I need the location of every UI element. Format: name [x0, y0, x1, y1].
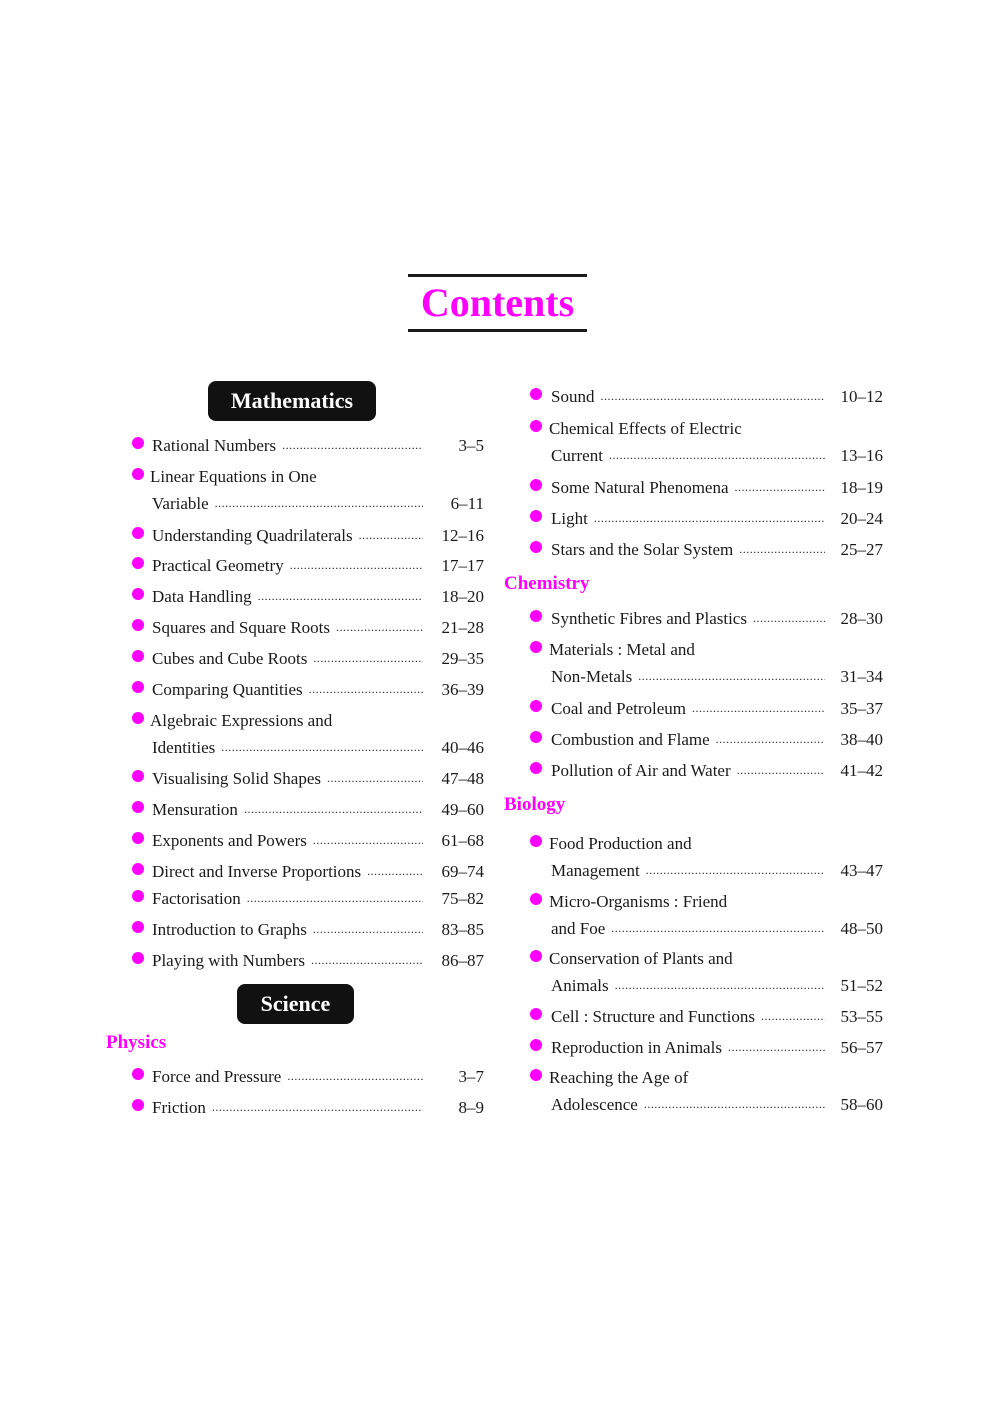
toc-entry-title: Algebraic Expressions and [150, 711, 333, 730]
toc-entry-pages: 10–12 [840, 387, 883, 406]
bullet-icon [530, 420, 542, 432]
bullet-icon [530, 1069, 542, 1081]
toc-entry-pages: 3–5 [458, 436, 484, 455]
toc-entry[interactable] [132, 860, 484, 880]
toc-entry-pages: 29–35 [441, 649, 484, 668]
toc-entry-title: Visualising Solid Shapes [152, 769, 321, 788]
section-heading-biology: Biology [504, 794, 566, 815]
toc-entry[interactable] [530, 417, 883, 464]
toc-entry-title: Friction [152, 1098, 206, 1117]
dot-leader [600, 390, 825, 402]
toc-entry[interactable] [132, 554, 484, 574]
bullet-icon [530, 1008, 542, 1020]
toc-entry[interactable] [530, 697, 883, 717]
toc-entry[interactable] [132, 434, 484, 454]
toc-entry-title: Synthetic Fibres and Plastics [551, 609, 747, 628]
toc-entry-title: Linear Equations in One [150, 467, 317, 486]
toc-entry-pages: 18–19 [840, 478, 883, 497]
toc-entry-title: Reaching the Age of [549, 1068, 689, 1087]
bullet-icon [132, 801, 144, 813]
bullet-icon [530, 610, 542, 622]
toc-entry[interactable] [132, 678, 484, 698]
bullet-icon [132, 1068, 144, 1080]
dot-leader [313, 652, 423, 664]
dot-leader [644, 1098, 825, 1110]
bullet-icon [530, 731, 542, 743]
dot-leader [313, 923, 423, 935]
toc-entry[interactable] [132, 616, 484, 636]
toc-entry-pages: 25–27 [840, 540, 883, 559]
section-heading-chemistry: Chemistry [504, 573, 590, 594]
toc-entry-pages: 41–42 [840, 761, 883, 780]
bullet-icon [132, 1099, 144, 1111]
toc-entry-pages: 21–28 [441, 618, 484, 637]
toc-entry-title-continued: Current [551, 446, 603, 465]
toc-entry[interactable] [530, 728, 883, 748]
dot-leader [646, 864, 825, 876]
toc-entry-title: Force and Pressure [152, 1067, 282, 1086]
dot-leader [611, 922, 825, 934]
toc-entry-pages: 75–82 [441, 889, 484, 908]
dot-leader [215, 497, 423, 509]
toc-entry-pages: 35–37 [840, 699, 883, 718]
dot-leader [244, 803, 423, 815]
toc-entry-pages: 83–85 [441, 920, 484, 939]
toc-entry-title: Micro-Organisms : Friend [549, 892, 728, 911]
dot-leader [247, 892, 423, 904]
bullet-icon [132, 650, 144, 662]
bullet-icon [530, 388, 542, 400]
toc-entry-title: Combustion and Flame [551, 730, 710, 749]
toc-entry-title: Cubes and Cube Roots [152, 649, 308, 668]
toc-entry[interactable] [530, 890, 883, 937]
toc-entry[interactable] [132, 829, 484, 849]
bullet-icon [132, 527, 144, 539]
toc-entry-title: Practical Geometry [152, 556, 284, 575]
toc-entry[interactable] [530, 538, 883, 558]
bullet-icon [132, 468, 144, 480]
toc-entry-pages: 17–17 [441, 556, 484, 575]
toc-entry-title: Factorisation [152, 889, 241, 908]
toc-entry[interactable] [530, 1005, 883, 1025]
dot-leader [336, 621, 423, 633]
toc-entry-pages: 43–47 [840, 861, 883, 880]
bullet-icon [132, 712, 144, 724]
bullet-icon [530, 641, 542, 653]
toc-entry-title: Coal and Petroleum [551, 699, 687, 718]
toc-entry[interactable] [132, 798, 484, 818]
toc-entry-title: Rational Numbers [152, 436, 277, 455]
dot-leader [282, 439, 423, 451]
toc-entry-pages: 13–16 [840, 446, 883, 465]
dot-leader [313, 834, 423, 846]
bullet-icon [132, 832, 144, 844]
dot-leader [737, 764, 825, 776]
toc-entry-pages: 40–46 [441, 738, 484, 757]
dot-leader [258, 590, 423, 602]
toc-entry[interactable] [530, 1036, 883, 1056]
bullet-icon [132, 588, 144, 600]
toc-entry[interactable] [132, 585, 484, 605]
toc-entry-title: Food Production and [549, 834, 692, 853]
bullet-icon [530, 510, 542, 522]
toc-entry[interactable] [132, 887, 484, 907]
toc-entry-pages: 56–57 [840, 1038, 883, 1057]
toc-entry-title-continued: Identities [152, 738, 216, 757]
toc-entry-pages: 20–24 [840, 509, 883, 528]
bullet-icon [132, 681, 144, 693]
dot-leader [761, 1010, 825, 1022]
toc-entry-title: Exponents and Powers [152, 831, 307, 850]
bullet-icon [530, 762, 542, 774]
dot-leader [309, 683, 423, 695]
toc-entry-title: Conservation of Plants and [549, 949, 733, 968]
dot-leader [290, 559, 423, 571]
toc-entry-title: Squares and Square Roots [152, 618, 331, 637]
dot-leader [692, 702, 825, 714]
toc-entry-title-continued: and Foe [551, 919, 606, 938]
toc-entry-pages: 31–34 [840, 667, 883, 686]
bullet-icon [530, 1039, 542, 1051]
dot-leader [753, 612, 825, 624]
bullet-icon [132, 921, 144, 933]
toc-entry-title: Mensuration [152, 800, 238, 819]
bullet-icon [530, 893, 542, 905]
toc-entry-title: Data Handling [152, 587, 252, 606]
bullet-icon [530, 700, 542, 712]
dot-leader [735, 481, 825, 493]
toc-entry-title-continued: Variable [152, 494, 209, 513]
dot-leader [739, 543, 825, 555]
toc-entry-title: Understanding Quadrilaterals [152, 526, 353, 545]
toc-entry[interactable] [132, 767, 484, 787]
toc-entry-pages: 69–74 [441, 862, 484, 881]
toc-entry[interactable] [530, 947, 883, 994]
toc-entry[interactable] [530, 607, 883, 627]
bullet-icon [530, 950, 542, 962]
dot-leader [615, 979, 825, 991]
bullet-icon [530, 479, 542, 491]
toc-entry-title: Stars and the Solar System [551, 540, 734, 559]
toc-entry[interactable] [530, 832, 883, 879]
toc-entry-pages: 49–60 [441, 800, 484, 819]
toc-entry-pages: 38–40 [840, 730, 883, 749]
toc-entry-title-continued: Management [551, 861, 640, 880]
page-title-frame [408, 274, 587, 332]
toc-entry[interactable] [530, 507, 883, 527]
dot-leader [638, 670, 825, 682]
toc-entry-title: Comparing Quantities [152, 680, 303, 699]
toc-entry-title: Chemical Effects of Electric [549, 419, 742, 438]
page-title: Contents [420, 280, 575, 325]
toc-entry[interactable] [132, 465, 484, 512]
subject-heading-science: Science [237, 984, 354, 1024]
bullet-icon [132, 619, 144, 631]
bullet-icon [132, 890, 144, 902]
toc-entry-pages: 51–52 [840, 976, 883, 995]
toc-entry[interactable] [132, 709, 484, 756]
bullet-icon [530, 541, 542, 553]
toc-entry-pages: 36–39 [441, 680, 484, 699]
toc-entry-pages: 61–68 [441, 831, 484, 850]
dot-leader [728, 1041, 825, 1053]
toc-entry[interactable] [530, 476, 883, 496]
toc-entry-title-continued: Adolescence [551, 1095, 638, 1114]
toc-entry[interactable] [530, 385, 883, 405]
bullet-icon [132, 770, 144, 782]
toc-entry-title: Some Natural Phenomena [551, 478, 729, 497]
toc-entry-title: Direct and Inverse Proportions [152, 862, 362, 881]
dot-leader [367, 865, 423, 877]
bullet-icon [132, 557, 144, 569]
dot-leader [311, 954, 423, 966]
toc-entry-title: Sound [551, 387, 595, 406]
toc-entry-pages: 18–20 [441, 587, 484, 606]
toc-entry[interactable] [530, 1066, 883, 1113]
bullet-icon [132, 863, 144, 875]
toc-entry-pages: 6–11 [450, 494, 484, 513]
toc-entry-title-continued: Animals [551, 976, 609, 995]
toc-entry[interactable] [530, 759, 883, 779]
toc-entry[interactable] [132, 1096, 484, 1116]
toc-entry-title: Materials : Metal and [549, 640, 695, 659]
toc-entry[interactable] [132, 949, 484, 969]
toc-entry-title: Pollution of Air and Water [551, 761, 731, 780]
toc-entry-pages: 3–7 [458, 1067, 484, 1086]
toc-entry[interactable] [132, 1065, 484, 1085]
toc-entry-pages: 53–55 [840, 1007, 883, 1026]
bullet-icon [132, 437, 144, 449]
toc-entry[interactable] [132, 918, 484, 938]
bullet-icon [530, 835, 542, 847]
toc-entry-title: Light [551, 509, 588, 528]
dot-leader [221, 741, 423, 753]
dot-leader [609, 449, 825, 461]
bullet-icon [132, 952, 144, 964]
toc-entry[interactable] [530, 638, 883, 685]
toc-entry[interactable] [132, 524, 484, 544]
toc-entry-title: Playing with Numbers [152, 951, 305, 970]
dot-leader [327, 772, 423, 784]
dot-leader [359, 529, 423, 541]
toc-entry-pages: 12–16 [441, 526, 484, 545]
toc-entry-pages: 47–48 [441, 769, 484, 788]
toc-entry-pages: 48–50 [840, 919, 883, 938]
toc-entry-pages: 8–9 [458, 1098, 484, 1117]
dot-leader [287, 1070, 423, 1082]
toc-entry-title: Cell : Structure and Functions [551, 1007, 755, 1026]
toc-entry-pages: 58–60 [840, 1095, 883, 1114]
toc-entry-title-continued: Non-Metals [551, 667, 633, 686]
dot-leader [716, 733, 825, 745]
dot-leader [212, 1101, 423, 1113]
toc-entry-title: Introduction to Graphs [152, 920, 307, 939]
dot-leader [594, 512, 825, 524]
subject-heading-mathematics: Mathematics [208, 381, 376, 421]
toc-entry-title: Reproduction in Animals [551, 1038, 722, 1057]
toc-entry[interactable] [132, 647, 484, 667]
toc-entry-pages: 28–30 [840, 609, 883, 628]
toc-entry-pages: 86–87 [441, 951, 484, 970]
section-heading-physics: Physics [106, 1032, 167, 1053]
